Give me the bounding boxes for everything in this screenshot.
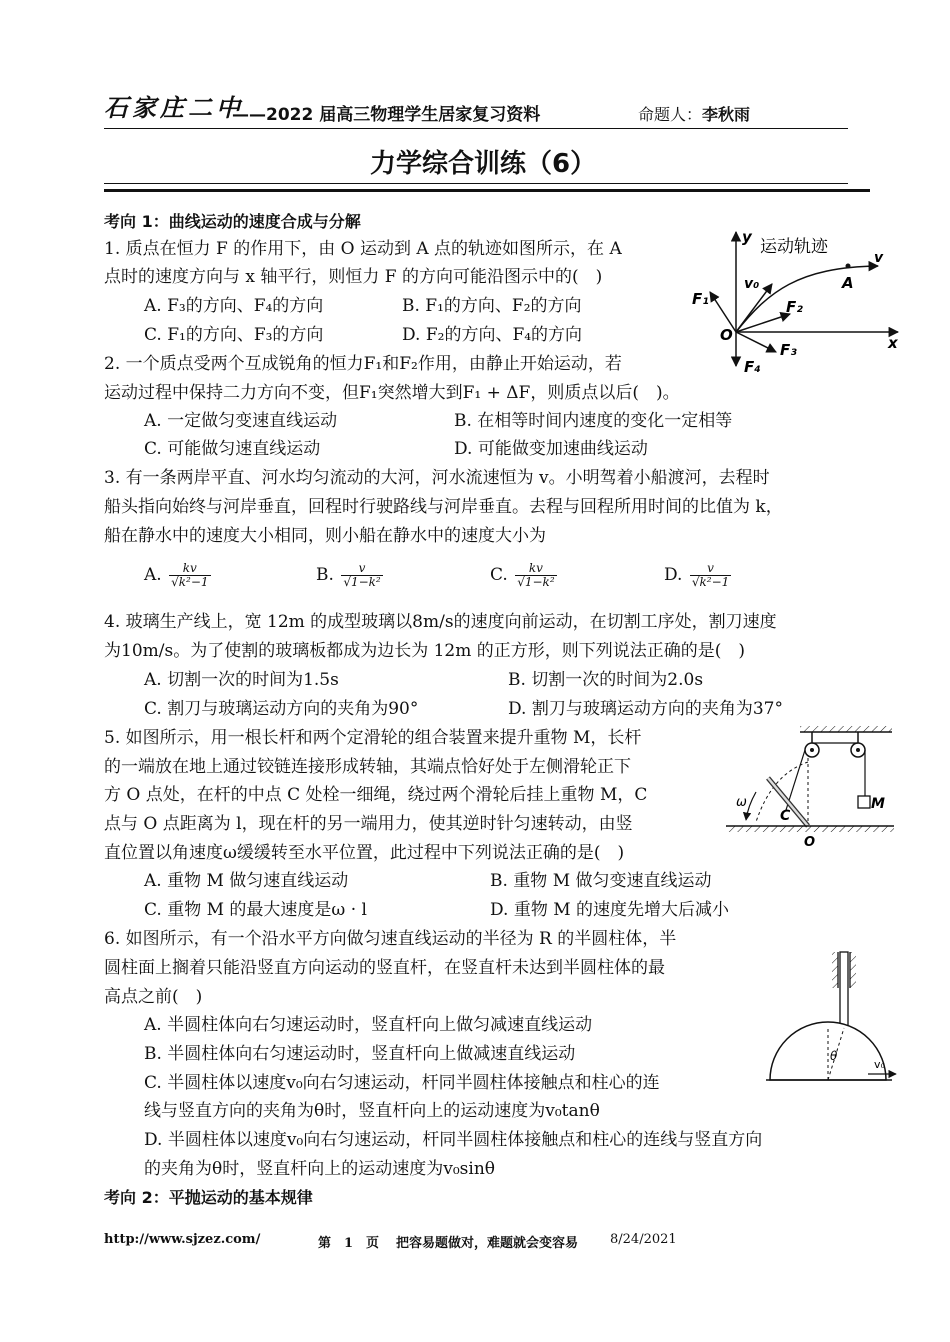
q3-option-a <box>144 562 213 589</box>
q3-line3: 船在静水中的速度大小相同，则小船在静水中的速度大小为 <box>104 526 546 546</box>
q3-option-d <box>664 562 733 589</box>
q3-a-num: kv <box>169 562 210 576</box>
title-rule-thick <box>104 189 870 192</box>
q1-line1: 1. 质点在恒力 F 的作用下，由 O 运动到 A 点的轨迹如图所示，在 A <box>104 239 622 259</box>
q3-line2: 船头指向始终与河岸垂直，回程时行驶路线与河岸垂直。去程与回程所用时间的比值为 k， <box>104 497 783 517</box>
q1-fig-F2: F₂ <box>786 298 803 316</box>
q6-figure <box>764 946 900 1090</box>
q3-option-b <box>316 562 385 589</box>
q1-option-c: C. F₁的方向、F₃的方向 <box>144 325 324 345</box>
q3-b-num: v <box>341 562 382 576</box>
q1-fig-F4: F₄ <box>744 358 761 376</box>
q3-a-den: √k²−1 <box>171 575 209 589</box>
q1-option-a: A. F₃的方向、F₄的方向 <box>144 296 324 316</box>
section-heading-2: 考向 2：平抛运动的基本规律 <box>104 1188 313 1207</box>
q5-option-b: B. 重物 M 做匀变速直线运动 <box>490 871 712 891</box>
q1-line2: 点时的速度方向与 x 轴平行，则恒力 F 的方向可能沿图示中的( ) <box>104 267 603 287</box>
q1-option-d: D. F₂的方向、F₄的方向 <box>402 325 583 345</box>
q4-option-c: C. 割刀与玻璃运动方向的夹角为90° <box>144 699 419 719</box>
q2-option-c: C. 可能做匀速直线运动 <box>144 439 321 459</box>
q5-option-d: D. 重物 M 的速度先增大后减小 <box>490 900 730 920</box>
header-author <box>638 102 750 125</box>
q6-line1: 6. 如图所示，有一个沿水平方向做匀速直线运动的半径为 R 的半圆柱体，半 <box>104 929 677 949</box>
q2-option-d: D. 可能做变加速曲线运动 <box>454 439 648 459</box>
q6-line3: 高点之前( ) <box>104 987 203 1007</box>
q6-option-c-line1: C. 半圆柱体以速度v₀向右匀速运动，杆同半圆柱体接触点和柱心的连 <box>144 1073 660 1093</box>
q4-option-a: A. 切割一次的时间为1.5s <box>144 670 339 690</box>
q6-option-c-line2: 线与竖直方向的夹角为θ时，竖直杆向上的运动速度为v₀tanθ <box>144 1101 600 1121</box>
q6-option-a: A. 半圆柱体向右匀速运动时，竖直杆向上做匀减速直线运动 <box>144 1015 593 1035</box>
title-rule-thin <box>104 183 848 184</box>
q6-fig-v0: v₀ <box>874 1058 885 1071</box>
q5-option-a: A. 重物 M 做匀速直线运动 <box>144 871 349 891</box>
q4-line1: 4. 玻璃生产线上，宽 12m 的成型玻璃以8m/s的速度向前运动，在切割工序处，割刀速度 <box>104 612 777 632</box>
q1-figure <box>688 222 902 378</box>
q1-option-b: B. F₁的方向、F₂的方向 <box>402 296 582 316</box>
q3-c-fraction <box>515 562 556 589</box>
q5-fig-O: O <box>804 835 816 850</box>
q3-a-label: A. <box>144 565 162 585</box>
footer-page: 第 1 页 <box>318 1236 380 1251</box>
q4-option-d: D. 割刀与玻璃运动方向的夹角为37° <box>508 699 783 719</box>
q1-fig-x: x <box>888 334 898 352</box>
q5-line3: 方 O 点处，在杆的中点 C 处栓一细绳，绕过两个滑轮后挂上重物 M，C <box>104 785 648 805</box>
q6-line2: 圆柱面上搁着只能沿竖直方向运动的竖直杆，在竖直杆未达到半圆柱体的最 <box>104 958 665 978</box>
q5-line5: 直位置以角速度ω缓缓转至水平位置，此过程中下列说法正确的是( ) <box>104 843 625 863</box>
q1-fig-v0: v₀ <box>744 276 760 292</box>
q3-d-num: v <box>690 562 731 576</box>
school-logo-text: 石家庄二中 <box>104 93 244 122</box>
q3-line1: 3. 有一条两岸平直、河水均匀流动的大河，河水流速恒为 v。小明驾着小船渡河，去程时 <box>104 468 770 488</box>
q1-fig-track: 运动轨迹 <box>760 237 828 257</box>
header-rule <box>104 128 848 129</box>
q6-option-b: B. 半圆柱体向右匀速运动时，竖直杆向上做减速直线运动 <box>144 1044 576 1064</box>
q3-c-den: √1−k² <box>517 575 555 589</box>
q3-d-den: √k²−1 <box>691 575 730 589</box>
q3-c-label: C. <box>490 565 508 585</box>
q2-option-b: B. 在相等时间内速度的变化一定相等 <box>454 411 733 431</box>
q3-d-label: D. <box>664 565 683 585</box>
q3-c-num: kv <box>515 562 556 576</box>
footer-motto: 把容易题做对，难题就会变容易 <box>396 1236 579 1251</box>
q1-fig-y: y <box>742 228 752 246</box>
q5-fig-omega: ω <box>736 795 747 810</box>
q5-line4: 点与 O 点距离为 l，现在杆的另一端用力，使其逆时针匀速转动，由竖 <box>104 814 633 834</box>
q2-option-a: A. 一定做匀变速直线运动 <box>144 411 338 431</box>
section-heading-1: 考向 1：曲线运动的速度合成与分解 <box>104 212 361 231</box>
q5-figure <box>720 722 898 852</box>
author-label: 命题人： <box>638 105 703 124</box>
q5-fig-C: C <box>780 808 791 824</box>
q1-fig-F1: F₁ <box>692 290 709 308</box>
q1-fig-A: A <box>842 274 854 292</box>
header-title: ——2022 届高三物理学生居家复习资料 <box>232 105 541 125</box>
q4-option-b: B. 切割一次的时间为2.0s <box>508 670 704 690</box>
q3-a-fraction <box>169 562 210 589</box>
q5-fig-M: M <box>871 796 885 812</box>
q3-b-label: B. <box>316 565 334 585</box>
q6-option-d-line1: D. 半圆柱体以速度v₀向右匀速运动，杆同半圆柱体接触点和柱心的连线与竖直方向 <box>144 1130 763 1150</box>
q3-option-c <box>490 562 559 589</box>
q2-line1: 2. 一个质点受两个互成锐角的恒力F₁和F₂作用，由静止开始运动，若 <box>104 354 622 374</box>
footer-date: 8/24/2021 <box>610 1232 677 1247</box>
q6-fig-theta: θ <box>830 1049 838 1063</box>
q1-fig-O: O <box>720 326 733 344</box>
author-name: 李秋雨 <box>702 105 751 124</box>
q3-b-fraction <box>341 562 382 589</box>
q3-d-fraction <box>690 562 731 589</box>
q1-fig-v: v <box>874 250 884 266</box>
q5-option-c: C. 重物 M 的最大速度是ω · l <box>144 900 367 920</box>
q1-fig-F3: F₃ <box>780 341 797 359</box>
q2-line2: 运动过程中保持二力方向不变，但F₁突然增大到F₁ + ΔF，则质点以后( )。 <box>104 383 680 403</box>
page-title: 力学综合训练（6） <box>370 149 597 179</box>
q3-b-den: √1−k² <box>343 575 381 589</box>
q4-line2: 为10m/s。为了使割的玻璃板都成为边长为 12m 的正方形，则下列说法正确的是( ) <box>104 641 746 661</box>
q5-line2: 的一端放在地上通过铰链连接形成转轴，其端点恰好处于左侧滑轮正下 <box>104 757 631 777</box>
footer-url[interactable]: http://www.sjzez.com/ <box>104 1232 261 1247</box>
q5-line1: 5. 如图所示，用一根长杆和两个定滑轮的组合装置来提升重物 M，长杆 <box>104 728 642 748</box>
q6-option-d-line2: 的夹角为θ时，竖直杆向上的运动速度为v₀sinθ <box>144 1159 495 1179</box>
